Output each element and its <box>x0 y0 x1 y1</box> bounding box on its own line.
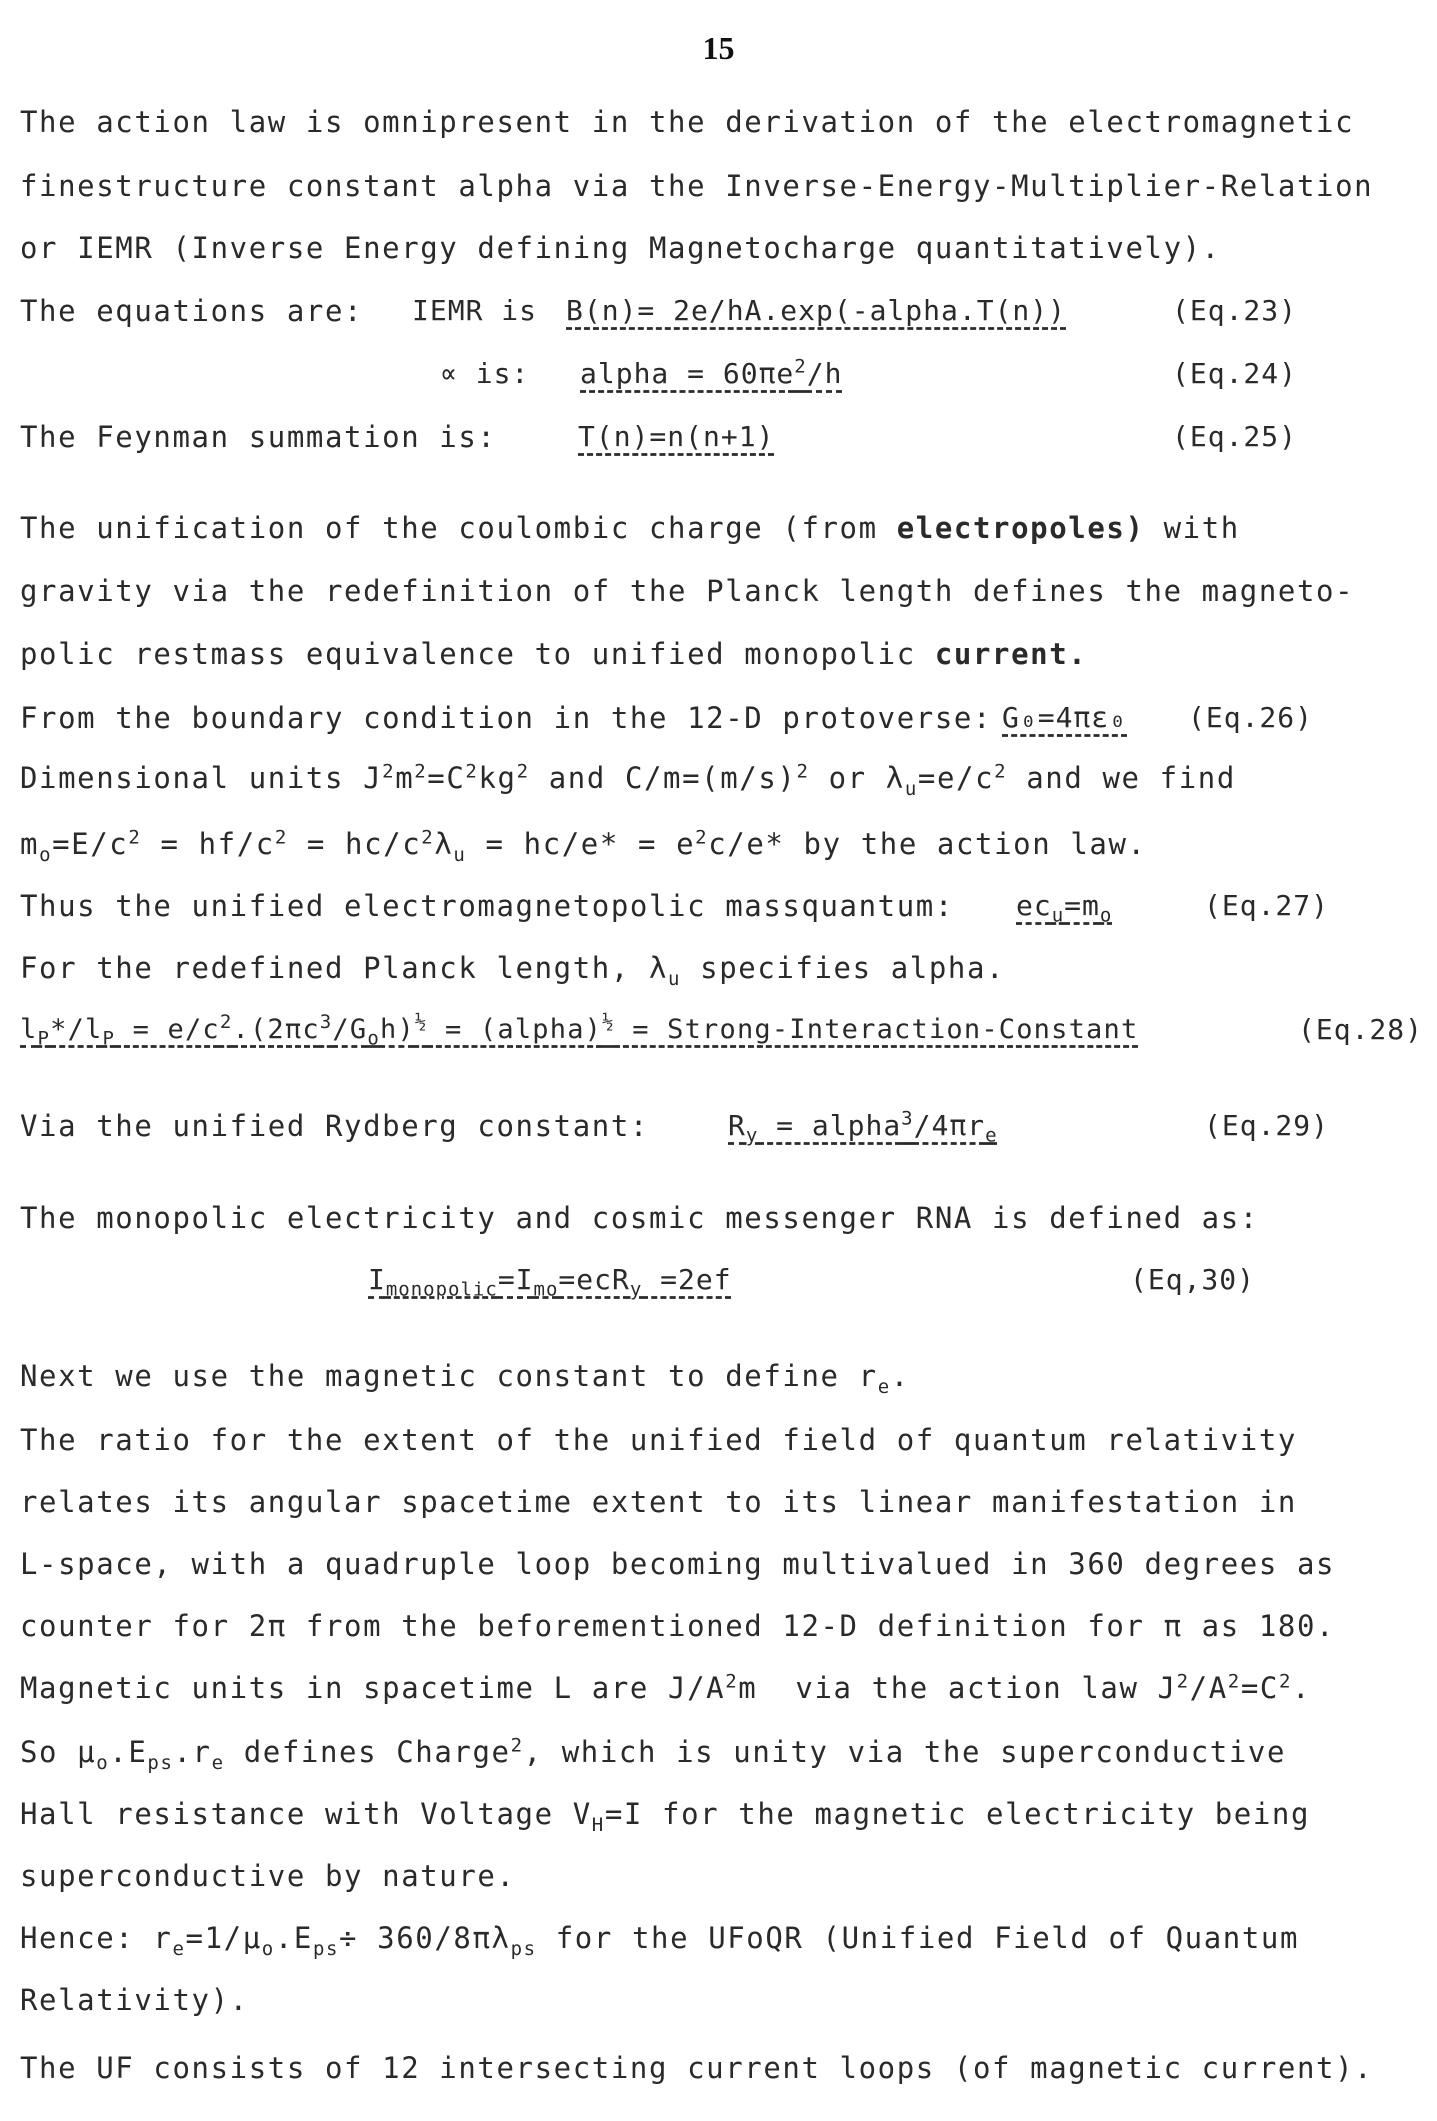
eq28-formula: $l_P*/l_P = e/c^2.(2\pi c^3/G_oh)^{\frac{1}{2}}$ = (alpha)$^{\frac{1}{2}}$ = Strong-Interaction-Constant <box>20 1011 1139 1050</box>
eq28-tag: (Eq.28) <box>1298 1013 1424 1046</box>
relativity-line: Relativity). <box>20 1983 249 2017</box>
superconductive-line: superconductive by nature. <box>20 1859 516 1893</box>
eq27-formula: $ec_u=m_o$ <box>1016 889 1113 927</box>
eq29-formula: $R_y$ = $alpha^3/4\pi r_e$ <box>728 1107 998 1147</box>
unification-line-1: The unification of the coulombic charge (from electropoles) with <box>20 511 1240 545</box>
text-line-1: The action law is omnipresent in the derivation of the electromagnetic <box>20 105 1355 139</box>
body-line-2: relates its angular spacetime extent to its linear manifestation in <box>20 1485 1297 1519</box>
eq29-tag: (Eq.29) <box>1204 1109 1330 1142</box>
eq24-formula: alpha = $60\pi e^2/h$ <box>580 355 843 390</box>
unification-line-2: gravity via the redefinition of the Planck length defines the magneto- <box>20 574 1355 608</box>
next-line: Next we use the magnetic constant to define $r_e$. <box>20 1359 910 1398</box>
planck-line: For the redefined Planck length, $\lambda_u$ specifies alpha. <box>20 951 1006 990</box>
hall-line: Hall resistance with Voltage $V_H=I$ for the magnetic electricity being <box>20 1797 1311 1836</box>
boundary-line: From the boundary condition in the 12-D protoverse: <box>20 701 993 735</box>
massquantum-line: Thus the unified electromagnetopolic massquantum: <box>20 889 954 923</box>
equations-lead: The equations are: <box>20 294 364 328</box>
eq27-tag: (Eq.27) <box>1204 889 1330 922</box>
so-line: So $\mu_o.E_{ps}.r_e$ defines Charge$^2$, which is unity via the superconductive <box>20 1734 1287 1774</box>
eq23-label: IEMR is <box>412 294 538 327</box>
body-line-3: L-space, with a quadruple loop becoming multivalued in 360 degrees as <box>20 1547 1336 1581</box>
last-line: The UF consists of 12 intersecting current loops (of magnetic current). <box>20 2051 1374 2085</box>
eq23-tag: (Eq.23) <box>1172 294 1298 327</box>
body-line-1: The ratio for the extent of the unified field of quantum relativity <box>20 1423 1297 1457</box>
rydberg-line: Via the unified Rydberg constant: <box>20 1109 649 1143</box>
text-line-3: or IEMR (Inverse Energy defining Magnetocharge quantitatively). <box>20 231 1221 265</box>
body-line-4: counter for 2π from the beforementioned 12-D definition for π as 180. <box>20 1609 1336 1643</box>
eq25-tag: (Eq.25) <box>1172 420 1298 453</box>
text-line-2: finestructure constant alpha via the Inverse-Energy-Multiplier-Relation <box>20 169 1374 203</box>
dimensional-units-line: Dimensional units $J^2m^2=C^2kg^2$ and $C/m=(m/s)^2$ or $\lambda_u=e/c^2$ and we find <box>20 760 1236 800</box>
eq23-formula: B(n)= 2e/hA.exp(-alpha.T(n)) <box>566 294 1067 327</box>
eq30-tag: (Eq,30) <box>1130 1263 1256 1296</box>
magnetic-units-line: Magnetic units in spacetime L are $J/A^2m$ via the action law $J^2/A^2=C^2$. <box>20 1670 1312 1705</box>
eq24-label: ∝ is: <box>440 357 530 390</box>
hence-line: Hence: $r_e=1/\mu_o.E_{ps}\div 360/8\pi\lambda_{ps}$ for the UFoQR (Unified Field of Quantum <box>20 1921 1300 1960</box>
page-number: 15 <box>702 30 735 66</box>
eq30-formula: $I_{monopolic}=I_{mo}=ecR_y =2ef$ <box>368 1263 732 1301</box>
eq24-tag: (Eq.24) <box>1172 357 1298 390</box>
mass-equation-line: $m_o=E/c^2 = hf/c^2 = hc/c^2\lambda_u = hc/e* = e^2c/e*$ by the action law. <box>20 826 1147 866</box>
eq26-tag: (Eq.26) <box>1188 701 1314 734</box>
eq25-formula: T(n)=n(n+1) <box>578 420 775 453</box>
rna-line: The monopolic electricity and cosmic messenger RNA is defined as: <box>20 1201 1259 1235</box>
eq25-lead: The Feynman summation is: <box>20 420 497 454</box>
unification-line-3: polic restmass equivalence to unified monopolic current. <box>20 637 1088 671</box>
eq26-formula: G₀=4πε₀ <box>1002 701 1128 734</box>
